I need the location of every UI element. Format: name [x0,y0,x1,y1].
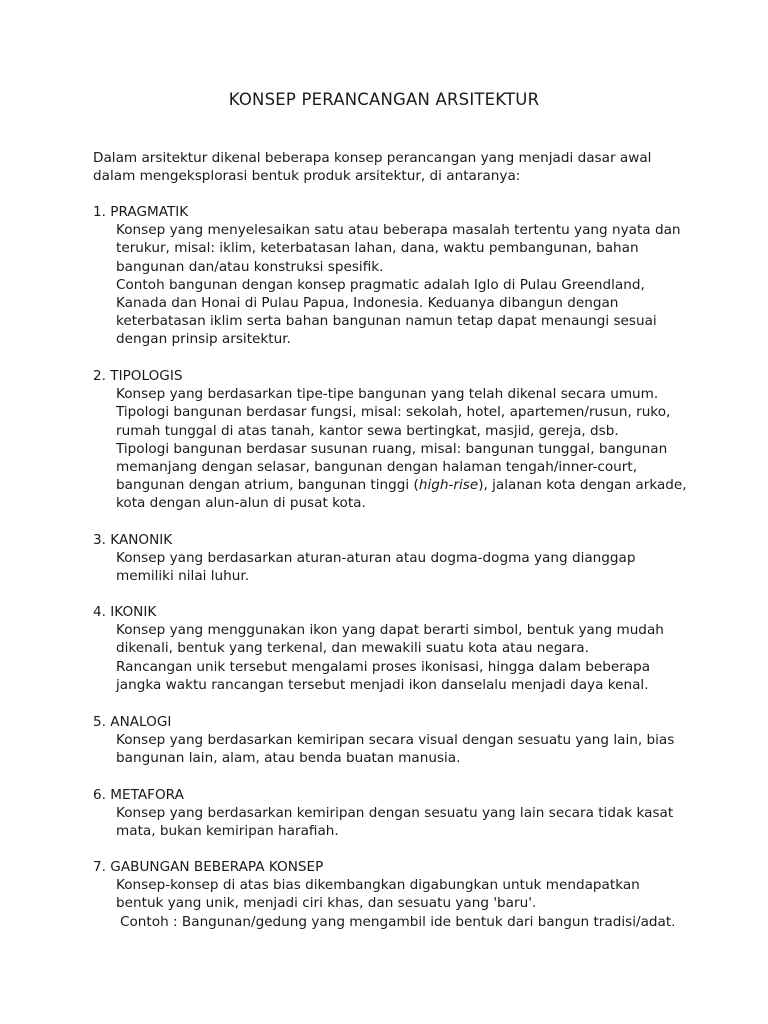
section-tipologis [93,367,693,513]
section-heading: 4. IKONIK [93,604,157,620]
section-gabungan [93,858,693,931]
intro-line: dalam mengeksplorasi bentuk produk arsitektur, di antaranya: [93,168,521,184]
body-line: Konsep yang menyelesaikan satu atau beberapa masalah tertentu yang nyata dan [116,222,681,239]
body-line: memanjang dengan selasar, bangunan dengan halaman tengah/inner-court, [116,459,638,476]
document-title: KONSEP PERANCANGAN ARSITEKTUR [228,90,540,109]
section-pragmatik [93,203,693,349]
body-line: jangka waktu rancangan tersebut menjadi ikon danselalu menjadi daya kenal. [116,676,649,693]
body-line: Konsep yang berdasarkan tipe-tipe bangunan yang telah dikenal secara umum. [116,386,659,403]
body-line: Konsep yang berdasarkan kemiripan secara visual dengan sesuatu yang lain, bias [116,732,675,749]
body-line-with-italic [116,476,693,494]
line-text: bangunan dengan atrium, bangunan tinggi ( [116,477,419,494]
body-line: Contoh bangunan dengan konsep pragmatic adalah Iglo di Pulau Greendland, [116,276,645,293]
section-body [93,385,693,512]
body-line: Konsep yang menggunakan ikon yang dapat berarti simbol, bentuk yang mudah [116,622,664,639]
body-line: Tipologi bangunan berdasar susunan ruang, misal: bangunan tunggal, bangunan [116,440,668,457]
section-body [93,221,693,348]
section-heading: 5. ANALOGI [93,714,172,730]
section-analogi [93,713,693,768]
body-line: Konsep yang berdasarkan kemiripan dengan sesuatu yang lain secara tidak kasat [116,805,674,822]
intro-line: Dalam arsitektur dikenal beberapa konsep perancangan yang menjadi dasar awal [93,150,652,166]
section-body [93,804,693,840]
section-heading: 1. PRAGMATIK [93,204,189,220]
body-line: dikenali, bentuk yang terkenal, dan mewakili suatu kota atau negara. [116,640,589,657]
section-body [93,876,693,931]
body-line: rumah tunggal di atas tanah, kantor sewa bertingkat, masjid, gereja, dsb. [116,422,619,439]
section-body [93,621,693,694]
section-body [93,549,693,585]
section-metafora [93,786,693,841]
line-text: ), jalanan kota dengan arkade, [478,477,687,494]
intro-paragraph [93,149,693,185]
italic-term: high-rise [418,477,479,494]
body-line: Rancangan unik tersebut mengalami proses ikonisasi, hingga dalam beberapa [116,658,651,675]
body-line: keterbatasan iklim serta bahan bangunan namun tetap dapat menaungi sesuai [116,313,657,330]
body-line: bangunan lain, alam, atau benda buatan manusia. [116,750,461,767]
body-line: dengan prinsip arsitektur. [116,331,291,348]
body-line: terukur, misal: iklim, keterbatasan lahan, dana, waktu pembangunan, bahan [116,240,639,257]
body-line: mata, bukan kemiripan harafiah. [116,823,339,840]
section-heading: 3. KANONIK [93,532,173,548]
body-line: Tipologi bangunan berdasar fungsi, misal: sekolah, hotel, apartemen/rusun, ruko, [116,404,671,421]
body-line: Contoh : Bangunan/gedung yang mengambil ide bentuk dari bangun tradisi/adat. [120,913,676,930]
body-line: Konsep-konsep di atas bias dikembangkan digabungkan untuk mendapatkan [116,877,640,894]
body-line: Kanada dan Honai di Pulau Papua, Indonesia. Keduanya dibangun dengan [116,295,619,312]
body-line: memiliki nilai luhur. [116,568,250,585]
body-line: kota dengan alun-alun di pusat kota. [116,495,366,512]
body-line: bangunan dan/atau konstruksi spesifik. [116,258,384,275]
section-ikonik [93,603,693,694]
body-line: bentuk yang unik, menjadi ciri khas, dan sesuatu yang 'baru'. [116,895,537,912]
section-kanonik [93,531,693,586]
section-heading: 2. TIPOLOGIS [93,368,183,384]
section-body [93,731,693,767]
body-line: Konsep yang berdasarkan aturan-aturan atau dogma-dogma yang dianggap [116,550,636,567]
section-heading: 7. GABUNGAN BEBERAPA KONSEP [93,859,324,875]
section-heading: 6. METAFORA [93,787,184,803]
